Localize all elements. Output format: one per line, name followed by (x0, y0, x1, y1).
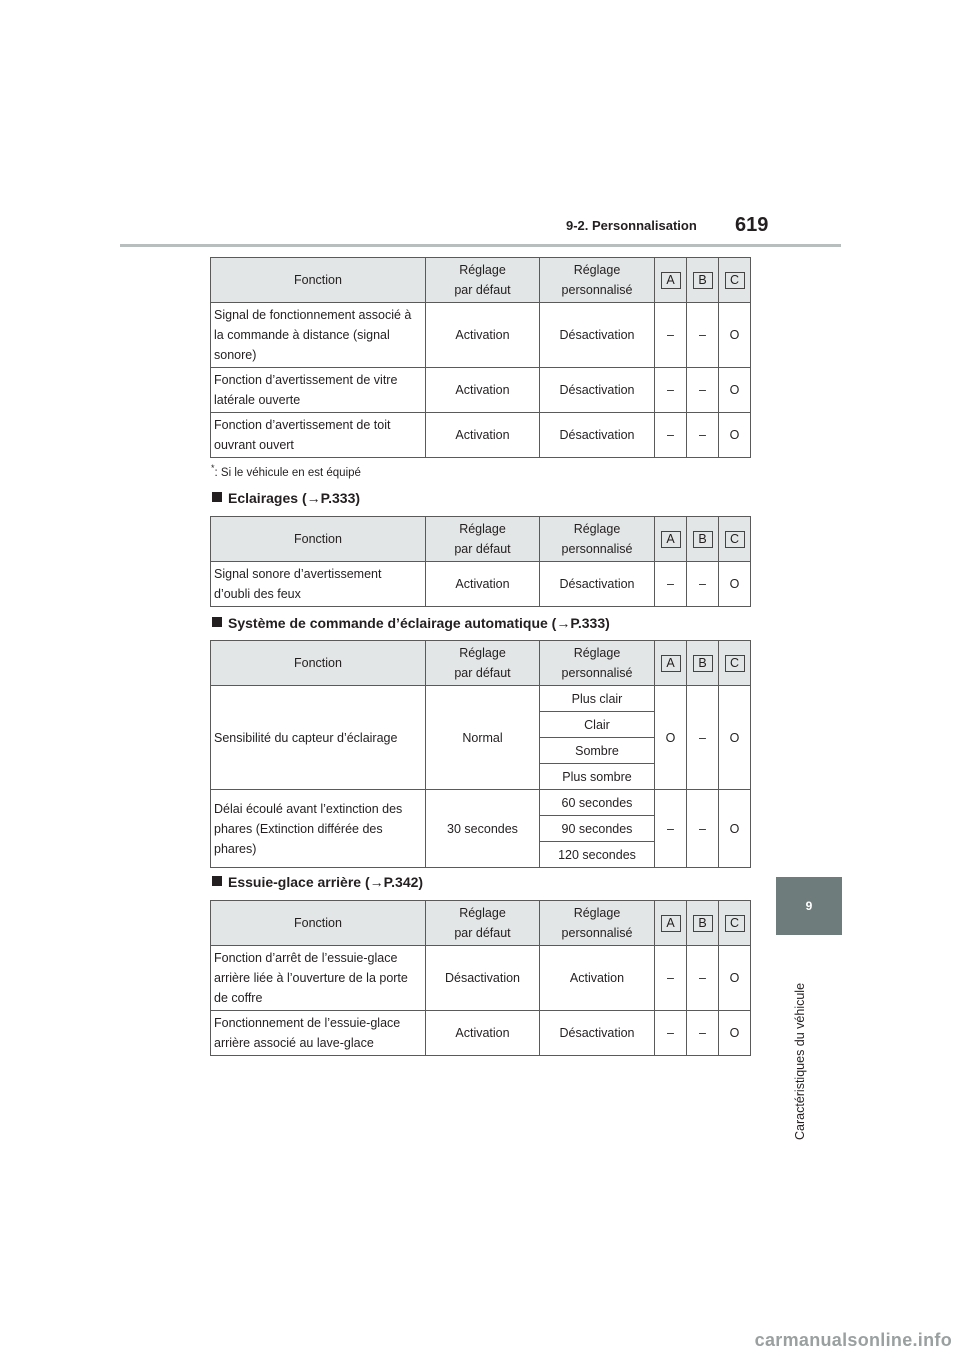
col-header-defaut: Réglage par défaut (426, 258, 540, 303)
section-heading: 9-2. Personnalisation (566, 218, 697, 233)
cell-option: 120 secondes (540, 842, 655, 868)
col-header-perso: Réglage personnalisé (540, 901, 655, 946)
cell-defaut: Activation (426, 368, 540, 413)
key-c-box: C (725, 655, 745, 672)
cell-defaut: Activation (426, 303, 540, 368)
key-b-box: B (693, 655, 713, 672)
col-header-fonction: Fonction (211, 517, 426, 562)
cell-option: Sombre (540, 738, 655, 764)
key-b-box: B (693, 272, 713, 289)
col-header-fonction: Fonction (211, 901, 426, 946)
key-a-box: A (661, 915, 681, 932)
cell-defaut: Activation (426, 1011, 540, 1056)
col-header-perso: Réglage personnalisé (540, 641, 655, 686)
cell-c: O (719, 368, 751, 413)
col-header-defaut: Réglage par défaut (426, 517, 540, 562)
cell-b: – (687, 1011, 719, 1056)
cell-perso: Désactivation (540, 413, 655, 458)
table-remote-functions (210, 257, 751, 458)
cell-b: – (687, 686, 719, 790)
section-title-auto-lighting (212, 615, 610, 631)
cell-c: O (719, 946, 751, 1011)
key-c-box: C (725, 915, 745, 932)
cell-fonction: Signal sonore d’avertissement d’oubli des feux (211, 562, 426, 607)
cell-fonction: Sensibilité du capteur d’éclairage (211, 686, 426, 790)
square-bullet-icon (212, 617, 222, 627)
page-number: 619 (735, 214, 769, 236)
cell-fonction: Signal de fonctionnement associé à la commande à distance (signal sonore) (211, 303, 426, 368)
section-title-text: Système de commande d’éclairage automatique (→P.333) (228, 615, 610, 631)
cell-perso: Désactivation (540, 562, 655, 607)
cell-perso: Activation (540, 946, 655, 1011)
cell-c: O (719, 790, 751, 868)
key-a-box: A (661, 272, 681, 289)
col-header-fonction: Fonction (211, 258, 426, 303)
header-rule (120, 244, 841, 247)
square-bullet-icon (212, 876, 222, 886)
key-b-box: B (693, 915, 713, 932)
table-row (211, 686, 751, 712)
watermark[interactable]: carmanualsonline.info (754, 1330, 952, 1350)
cell-b: – (687, 368, 719, 413)
cell-option: Plus clair (540, 686, 655, 712)
col-header-fonction: Fonction (211, 641, 426, 686)
col-header-defaut: Réglage par défaut (426, 901, 540, 946)
cell-a: – (655, 413, 687, 458)
cell-b: – (687, 946, 719, 1011)
footnote (211, 463, 361, 479)
cell-c: O (719, 686, 751, 790)
cell-defaut: Activation (426, 413, 540, 458)
cell-a: – (655, 303, 687, 368)
cell-a: – (655, 562, 687, 607)
cell-fonction: Fonction d’avertissement de vitre latérale ouverte (211, 368, 426, 413)
chapter-title: Caractéristiques du véhicule (793, 982, 807, 1140)
cell-option: 60 secondes (540, 790, 655, 816)
section-title-rear-wiper (212, 874, 423, 890)
section-title-text: Essuie-glace arrière (→P.342) (228, 874, 424, 890)
cell-a: – (655, 946, 687, 1011)
key-c-box: C (725, 272, 745, 289)
cell-fonction: Fonctionnement de l’essuie-glace arrière associé au lave-glace (211, 1011, 426, 1056)
cell-a: – (655, 368, 687, 413)
table-row (211, 413, 751, 458)
cell-fonction: Fonction d’arrêt de l’essuie-glace arrière liée à l’ouverture de la porte de coffre (211, 946, 426, 1011)
cell-perso: Désactivation (540, 1011, 655, 1056)
cell-option: Clair (540, 712, 655, 738)
table-row (211, 368, 751, 413)
key-a-box: A (661, 655, 681, 672)
cell-option: 90 secondes (540, 816, 655, 842)
cell-perso: Désactivation (540, 303, 655, 368)
key-b-box: B (693, 531, 713, 548)
table-eclairages (210, 516, 751, 607)
cell-defaut: 30 secondes (426, 790, 540, 868)
key-a-box: A (661, 531, 681, 548)
cell-b: – (687, 790, 719, 868)
cell-c: O (719, 303, 751, 368)
cell-b: – (687, 303, 719, 368)
table-auto-lighting (210, 640, 751, 868)
cell-fonction: Fonction d’avertissement de toit ouvrant ouvert (211, 413, 426, 458)
square-bullet-icon (212, 492, 222, 502)
table-row (211, 946, 751, 1011)
col-header-perso: Réglage personnalisé (540, 258, 655, 303)
cell-perso: Désactivation (540, 368, 655, 413)
cell-c: O (719, 1011, 751, 1056)
cell-a: – (655, 1011, 687, 1056)
table-row (211, 1011, 751, 1056)
cell-defaut: Désactivation (426, 946, 540, 1011)
section-title-text: Eclairages (→P.333) (228, 490, 361, 506)
cell-c: O (719, 413, 751, 458)
cell-fonction: Délai écoulé avant l’extinction des phares (Extinction différée des phares) (211, 790, 426, 868)
table-row (211, 562, 751, 607)
footnote-mark: * (211, 463, 215, 473)
section-title-eclairages (212, 490, 360, 506)
table-row (211, 303, 751, 368)
col-header-perso: Réglage personnalisé (540, 517, 655, 562)
cell-a: O (655, 686, 687, 790)
cell-defaut: Activation (426, 562, 540, 607)
cell-b: – (687, 413, 719, 458)
cell-option: Plus sombre (540, 764, 655, 790)
key-c-box: C (725, 531, 745, 548)
table-rear-wiper (210, 900, 751, 1056)
footnote-text: : Si le véhicule en est équipé (214, 466, 361, 479)
chapter-tab: 9 (776, 877, 842, 935)
col-header-defaut: Réglage par défaut (426, 641, 540, 686)
cell-defaut: Normal (426, 686, 540, 790)
cell-b: – (687, 562, 719, 607)
cell-c: O (719, 562, 751, 607)
table-row (211, 790, 751, 816)
cell-a: – (655, 790, 687, 868)
